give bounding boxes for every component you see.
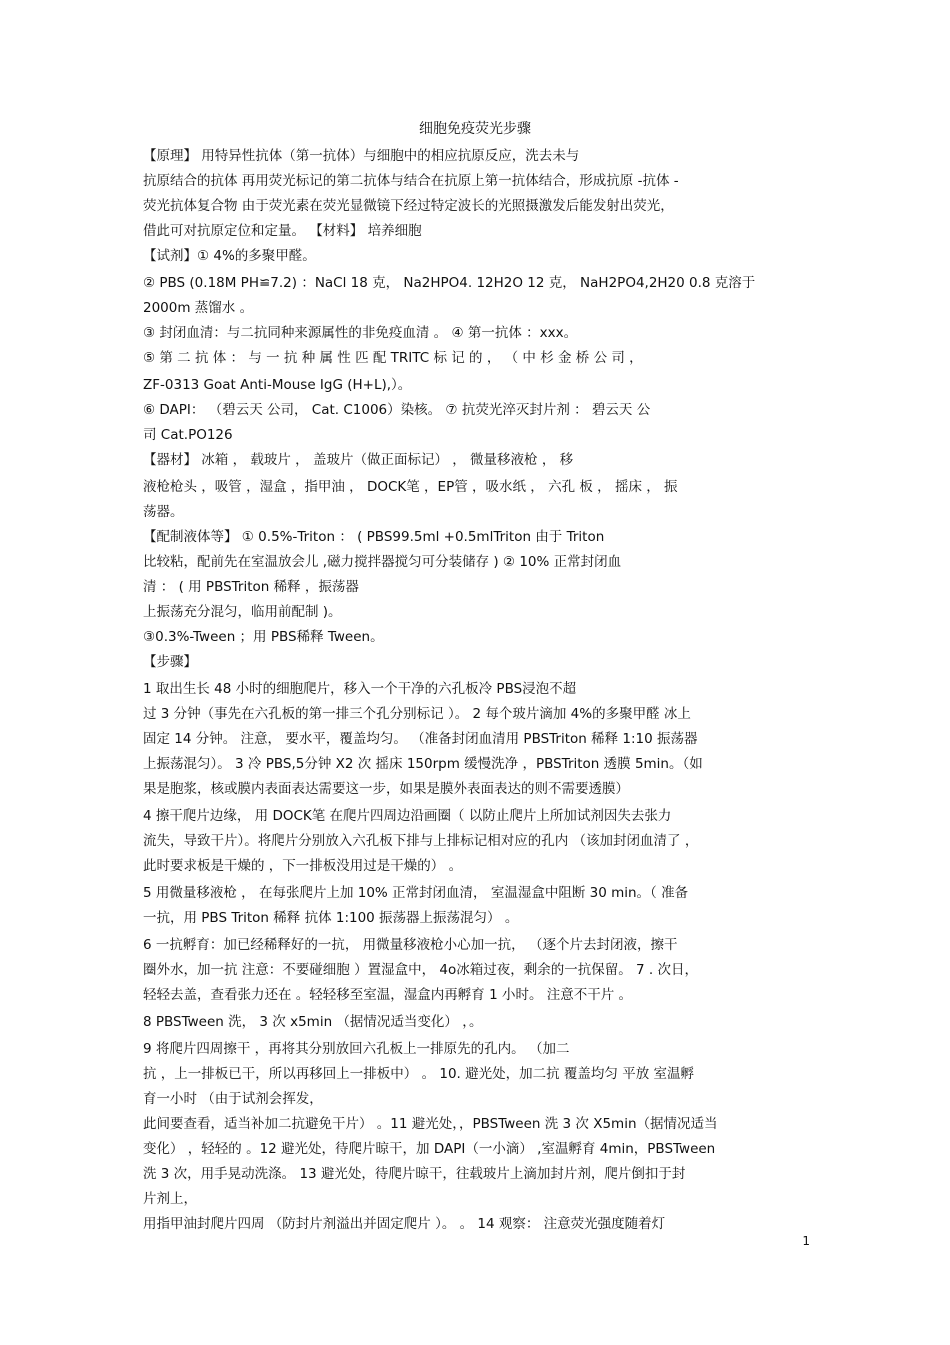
text-line: 司 Cat.PO126 <box>143 427 233 443</box>
text-line: 1 取出生长 48 小时的细胞爬片，移入一个干净的六孔板冷 PBS浸泡不超 <box>143 681 577 697</box>
text-line: 圈外水，加一抗 注意：不要碰细胞 ）置湿盒中， 4o冰箱过夜，剩余的一抗保留。 7 . 次日， <box>143 962 698 978</box>
text-line: ⑥ DAPI： （碧云天 公司， Cat. C1006）染核。 ⑦ 抗荧光淬灭封片剂 ： 碧云天 公 <box>143 402 651 418</box>
document-body <box>143 144 808 1237</box>
text-line: 【试剂】① 4%的多聚甲醛。 <box>143 248 316 264</box>
page-number: 1 <box>802 1234 810 1248</box>
text-line: 荧光抗体复合物 由于荧光素在荧光显微镜下经过特定波长的光照摄激发后能发射出荧光， <box>143 198 674 214</box>
text-line: 抗 ，上一排板已干，所以再移回上一排板中） 。 10. 避光处，加二抗 覆盖均匀 平放 室温孵 <box>143 1066 695 1082</box>
text-line: 8 PBSTween 洗， 3 次 x5min （据情况适当变化） ，。 <box>143 1014 483 1030</box>
text-line: 抗原结合的抗体 再用荧光标记的第二抗体与结合在抗原上第一抗体结合，形成抗原 -抗体 - <box>143 173 679 189</box>
text-line: 固定 14 分钟。 注意， 要水平，覆盖均匀。 （准备封闭血清用 PBSTriton 稀释 1:10 振荡器 <box>143 731 698 747</box>
text-line: 上振荡充分混匀，临用前配制 )。 <box>143 604 342 620</box>
text-line: 上振荡混匀）。 3 冷 PBS,5分钟 X2 次 摇床 150rpm 缓慢洗净 ，PBSTriton 透膜 5min。（如 <box>143 756 703 772</box>
text-line: 【原理】 用特异性抗体（第一抗体）与细胞中的相应抗原反应，洗去未与 <box>143 148 580 164</box>
text-line: 【步骤】 <box>143 654 197 670</box>
text-line: 9 将爬片四周擦干 ，再将其分别放回六孔板上一排原先的孔内。 （加二 <box>143 1041 570 1057</box>
text-line: 【器材】 冰箱 ， 载玻片 ， 盖玻片（做正面标记） ， 微量移液枪 ， 移 <box>143 452 574 468</box>
text-line: 果是胞浆，核或膜内表面表达需要这一步，如果是膜外表面表达的则不需要透膜） <box>143 781 629 797</box>
text-line: 5 用微量移液枪 ， 在每张爬片上加 10% 正常封闭血清， 室温湿盒中阻断 30 min。（ 准备 <box>143 885 689 901</box>
text-line: 荡器。 <box>143 504 184 520</box>
text-line: 一抗，用 PBS Triton 稀释 抗体 1:100 振荡器上振荡混匀） 。 <box>143 910 519 926</box>
text-line: ③ 封闭血清：与二抗同种来源属性的非免疫血清 。 ④ 第一抗体 ：xxx。 <box>143 325 578 341</box>
text-line: 比较粘，配前先在室温放会儿 ,磁力搅拌器搅匀可分装储存 ) ② 10% 正常封闭血 <box>143 554 622 570</box>
text-line: 6 一抗孵育：加已经稀释好的一抗， 用微量移液枪小心加一抗， （逐个片去封闭液，擦干 <box>143 937 678 953</box>
text-line: 2000m 蒸馏水 。 <box>143 300 254 316</box>
text-line: 轻轻去盖，查看张力还在 。轻轻移至室温，湿盒内再孵育 1 小时。 注意不干片 。 <box>143 987 633 1003</box>
text-line: 借此可对抗原定位和定量。 【材料】 培养细胞 <box>143 223 422 239</box>
text-line: 变化） ，轻轻的 。12 避光处，待爬片晾干，加 DAPI（一小滴） ,室温孵育 4min，PBSTween <box>143 1141 716 1157</box>
document-title: 细胞免疫荧光步骤 <box>419 121 531 137</box>
text-line: 4 擦干爬片边缘， 用 DOCK笔 在爬片四周边沿画圈（ 以防止爬片上所加试剂因失去张力 <box>143 808 672 824</box>
text-line: ⑤ 第 二 抗 体 ： 与 一 抗 种 属 性 匹 配 TRITC 标 记 的 ， （ 中 杉 金 桥 公 司 ， <box>143 350 643 366</box>
text-line: 洗 3 次，用手晃动洗涤。 13 避光处，待爬片晾干，往载玻片上滴加封片剂，爬片倒扣于封 <box>143 1166 686 1182</box>
text-line: ③0.3%-Tween ；用 PBS稀释 Tween。 <box>143 629 384 645</box>
text-line: 片剂上， <box>143 1191 197 1207</box>
text-line: 用指甲油封爬片四周 （防封片剂溢出并固定爬片 ）。 。 14 观察： 注意荧光强度随着灯 <box>143 1216 666 1232</box>
text-line: ZF-0313 Goat Anti-Mouse IgG (H+L),）。 <box>143 377 412 393</box>
text-line: 育一小时 （由于试剂会挥发， <box>143 1091 323 1107</box>
text-line: 液枪枪头 ，吸管 ，湿盒 ，指甲油 ， DOCK笔 ，EP管 ，吸水纸 ， 六孔 板 ， 摇床 ， 振 <box>143 479 678 495</box>
text-line: 过 3 分钟（事先在六孔板的第一排三个孔分别标记 ）。 2 每个玻片滴加 4%的多聚甲醛 冰上 <box>143 706 691 722</box>
text-line: 清 ： ( 用 PBSTriton 稀释 ，振荡器 <box>143 579 359 595</box>
text-line: 此时要求板是干燥的 ，下一排板没用过是干燥的） 。 <box>143 858 463 874</box>
text-line: 【配制液体等】 ① 0.5%-Triton ： ( PBS99.5ml +0.5mlTriton 由于 Triton <box>143 529 605 545</box>
text-line: 此间要查看，适当补加二抗避免干片） 。11 避光处，，PBSTween 洗 3 次 X5min（据情况适当 <box>143 1116 718 1132</box>
text-line: 流失，导致干片）。将爬片分别放入六孔板下排与上排标记相对应的孔内 （该加封闭血清了 ， <box>143 833 699 849</box>
text-line: ② PBS (0.18M PH≌7.2) ：NaCl 18 克， Na2HPO4. 12H2O 12 克， NaH2PO4,2H20 0.8 克溶于 <box>143 275 756 291</box>
